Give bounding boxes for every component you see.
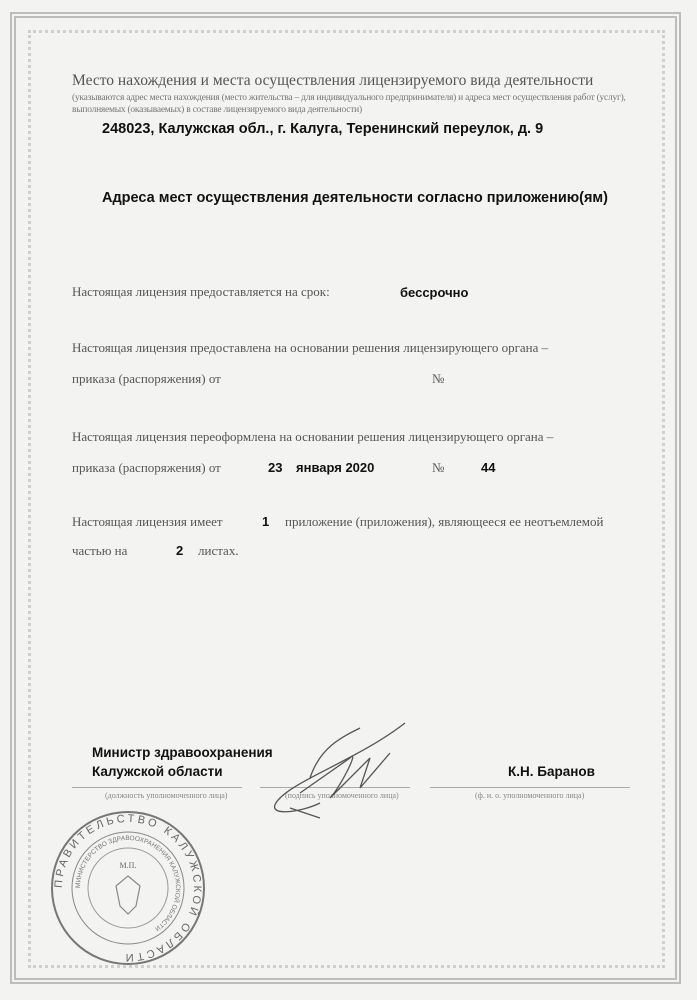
position-line (72, 787, 242, 788)
addresses-note: Адреса мест осуществления деятельности согласно приложению(ям) (102, 190, 608, 206)
official-stamp (48, 808, 208, 968)
caption-position: (должность уполномоченного лица) (105, 791, 228, 800)
signer-position-1: Министр здравоохранения (92, 745, 273, 760)
term-label: Настоящая лицензия предоставляется на срок: (72, 284, 330, 299)
stamp-center: М.П. (119, 861, 137, 870)
stamp-outer-text: ПРАВИТЕЛЬСТВО КАЛУЖСКОЙ ОБЛАСТИ (52, 812, 204, 964)
signer-name: К.Н. Баранов (508, 764, 595, 779)
granted-number-sign: № (432, 371, 445, 386)
section-note-1: (указываются адрес места нахождения (место жительства – для индивидуального предпринимателя) и адреса мест осуществления работ (услуг), (72, 93, 626, 103)
section-note-2: выполняемых (оказываемых) в составе лицензируемого вида деятельности) (72, 105, 362, 115)
reissued-number-sign: № (432, 460, 445, 475)
name-line (430, 787, 630, 788)
appendix-line2-suffix: листах. (198, 543, 239, 558)
caption-name: (ф. и. о. уполномоченного лица) (475, 791, 585, 800)
appendix-sheets: 2 (176, 543, 184, 558)
svg-text:МИНИСТЕРСТВО ЗДРАВООХРАНЕНИЯ К (75, 835, 182, 932)
reissued-number: 44 (481, 460, 496, 475)
license-address: 248023, Калужская обл., г. Калуга, Теренинский переулок, д. 9 (102, 121, 544, 137)
reissued-month-year: января 2020 (296, 460, 375, 475)
appendix-prefix: Настоящая лицензия имеет (72, 514, 223, 529)
coat-of-arms-icon (116, 876, 140, 914)
caption-signature: (подпись уполномоченного лица) (285, 791, 399, 800)
handwritten-signature (240, 718, 420, 828)
stamp-inner-text: МИНИСТЕРСТВО ЗДРАВООХРАНЕНИЯ КАЛУЖСКОЙ ОБЛАСТИ (74, 834, 182, 932)
reissued-line1: Настоящая лицензия переоформлена на основании решения лицензирующего органа – (72, 429, 554, 444)
signer-position-2: Калужской области (92, 764, 223, 779)
appendix-count: 1 (262, 514, 270, 529)
appendix-suffix: приложение (приложения), являющееся ее неотъемлемой (285, 514, 604, 529)
term-value: бессрочно (400, 285, 469, 300)
section-title: Место нахождения и места осуществления лицензируемого вида деятельности (72, 72, 594, 89)
granted-line1: Настоящая лицензия предоставлена на основании решения лицензирующего органа – (72, 340, 549, 355)
reissued-line2: приказа (распоряжения) от (72, 460, 221, 475)
appendix-line2-prefix: частью на (72, 543, 128, 558)
granted-line2: приказа (распоряжения) от (72, 371, 221, 386)
reissued-day: 23 (268, 460, 283, 475)
